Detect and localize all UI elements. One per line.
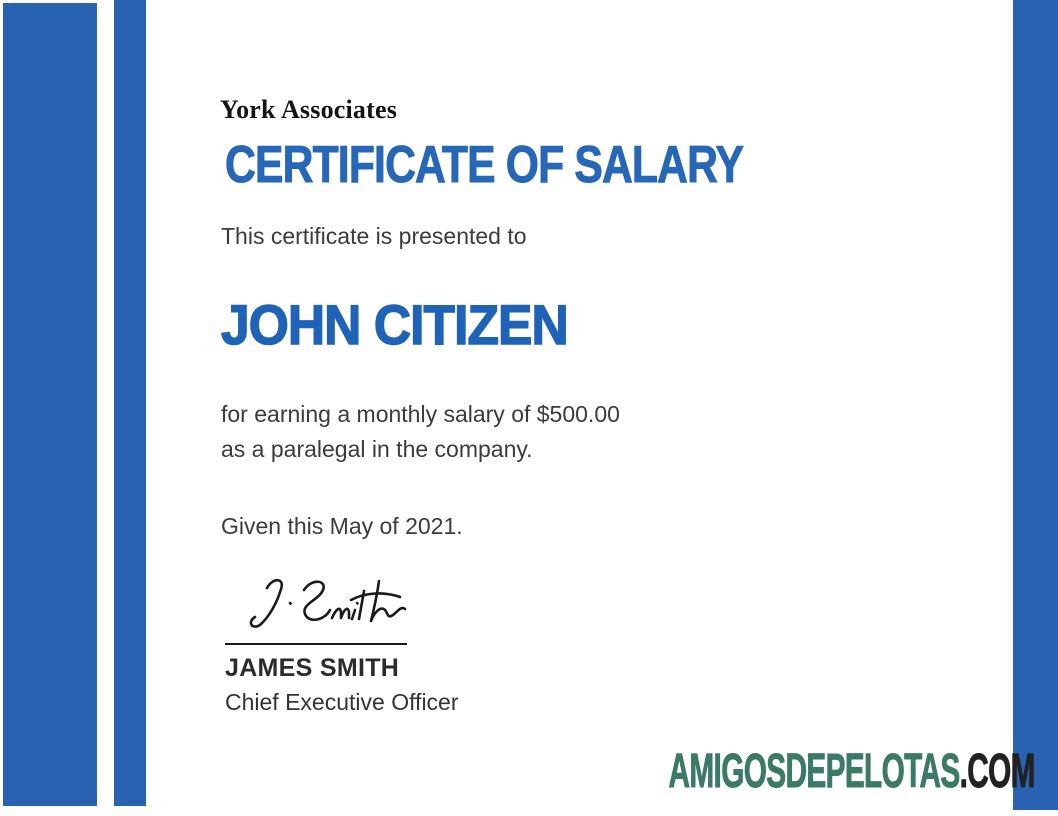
watermark-site: AMIGOSDEPELOTAS <box>668 745 960 798</box>
salary-statement-line2: as a paralegal in the company. <box>221 436 533 462</box>
salary-statement-line1: for earning a monthly salary of $500.00 <box>221 401 620 427</box>
right-blue-bar <box>1013 0 1058 810</box>
presented-line: This certificate is presented to <box>221 223 527 249</box>
recipient-name: JOHN CITIZEN <box>221 293 568 356</box>
signer-name: JAMES SMITH <box>225 654 400 682</box>
salary-statement <box>221 397 620 467</box>
signature-line <box>225 643 407 645</box>
date-line: Given this May of 2021. <box>221 513 463 539</box>
watermark-tld: .COM <box>959 745 1035 798</box>
left-outer-blue-bar <box>3 3 97 806</box>
company-name: York Associates <box>220 95 398 124</box>
signature-script <box>240 572 410 634</box>
left-inner-blue-bar <box>114 0 146 806</box>
certificate-title: CERTIFICATE OF SALARY <box>225 136 744 194</box>
signer-title: Chief Executive Officer <box>225 689 459 715</box>
watermark <box>669 746 1035 798</box>
